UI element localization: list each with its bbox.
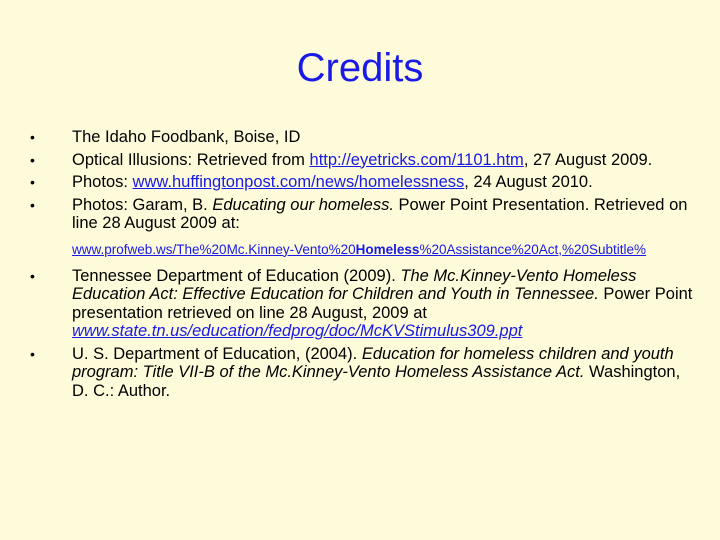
eyetricks-link[interactable]: http://eyetricks.com/1101.htm (309, 150, 524, 169)
profweb-link[interactable] (72, 242, 646, 257)
profweb-url-bold: Homeless (355, 241, 420, 257)
credit-item-tennessee (30, 267, 700, 341)
credit-prefix: U. S. Department of Education, (2004). (72, 344, 362, 363)
credit-italic-title: Educating our homeless. (212, 195, 394, 214)
credits-list (30, 128, 700, 400)
credit-item-us-education (30, 345, 700, 401)
bullet-icon: • (30, 345, 35, 362)
credit-prefix: Tennessee Department of Education (2009). (72, 266, 401, 285)
profweb-url[interactable] (72, 242, 700, 258)
credit-text: The Idaho Foodbank, Boise, ID (72, 128, 301, 146)
bullet-icon: • (30, 129, 35, 145)
bullet-icon: • (30, 196, 35, 213)
credit-suffix: Power Point presentation retrieved on line 28 August, 2009 at (72, 285, 693, 322)
credit-suffix: , 24 August 2010. (464, 173, 593, 191)
credit-prefix: Optical Illusions: Retrieved from (72, 150, 310, 169)
profweb-url-part1: www.profweb.ws/The%20Mc.Kinney-Vento%20 (72, 241, 356, 257)
credit-suffix: Power Point Presentation. Retrieved on line 28 August 2009 at: (72, 195, 688, 232)
credit-suffix: , 27 August 2009. (523, 150, 653, 169)
profweb-url-part2: %20Assistance%20Act,%20Subtitle% (419, 241, 647, 257)
credit-item-optical-illusions (30, 151, 700, 170)
huffingtonpost-link[interactable]: www.huffingtonpost.com/news/homelessness (132, 173, 465, 191)
credit-suffix: Washington, D. C.: Author. (72, 363, 681, 400)
bullet-icon: • (30, 151, 35, 168)
credit-italic-title: The Mc.Kinney-Vento Homeless Education Act: Effective Education for Children and Youth in Tennessee. (72, 266, 637, 303)
bullet-icon: • (30, 267, 35, 284)
credit-item-photos-garam (30, 196, 700, 258)
credit-item-photos-huffington (30, 173, 700, 192)
credit-italic-title: Education for homeless children and youth program: Title VII-B of the Mc.Kinney-Vento Homeless Assistance Act. (72, 344, 674, 381)
credit-prefix: Photos: (72, 173, 133, 191)
bullet-icon: • (30, 174, 35, 190)
tn-education-link[interactable]: www.state.tn.us/education/fedprog/doc/McKVStimulus309.ppt (72, 322, 523, 340)
credit-item-idaho-foodbank (30, 128, 700, 147)
slide-title: Credits (296, 46, 424, 90)
credit-prefix: Photos: Garam, B. (72, 195, 213, 214)
